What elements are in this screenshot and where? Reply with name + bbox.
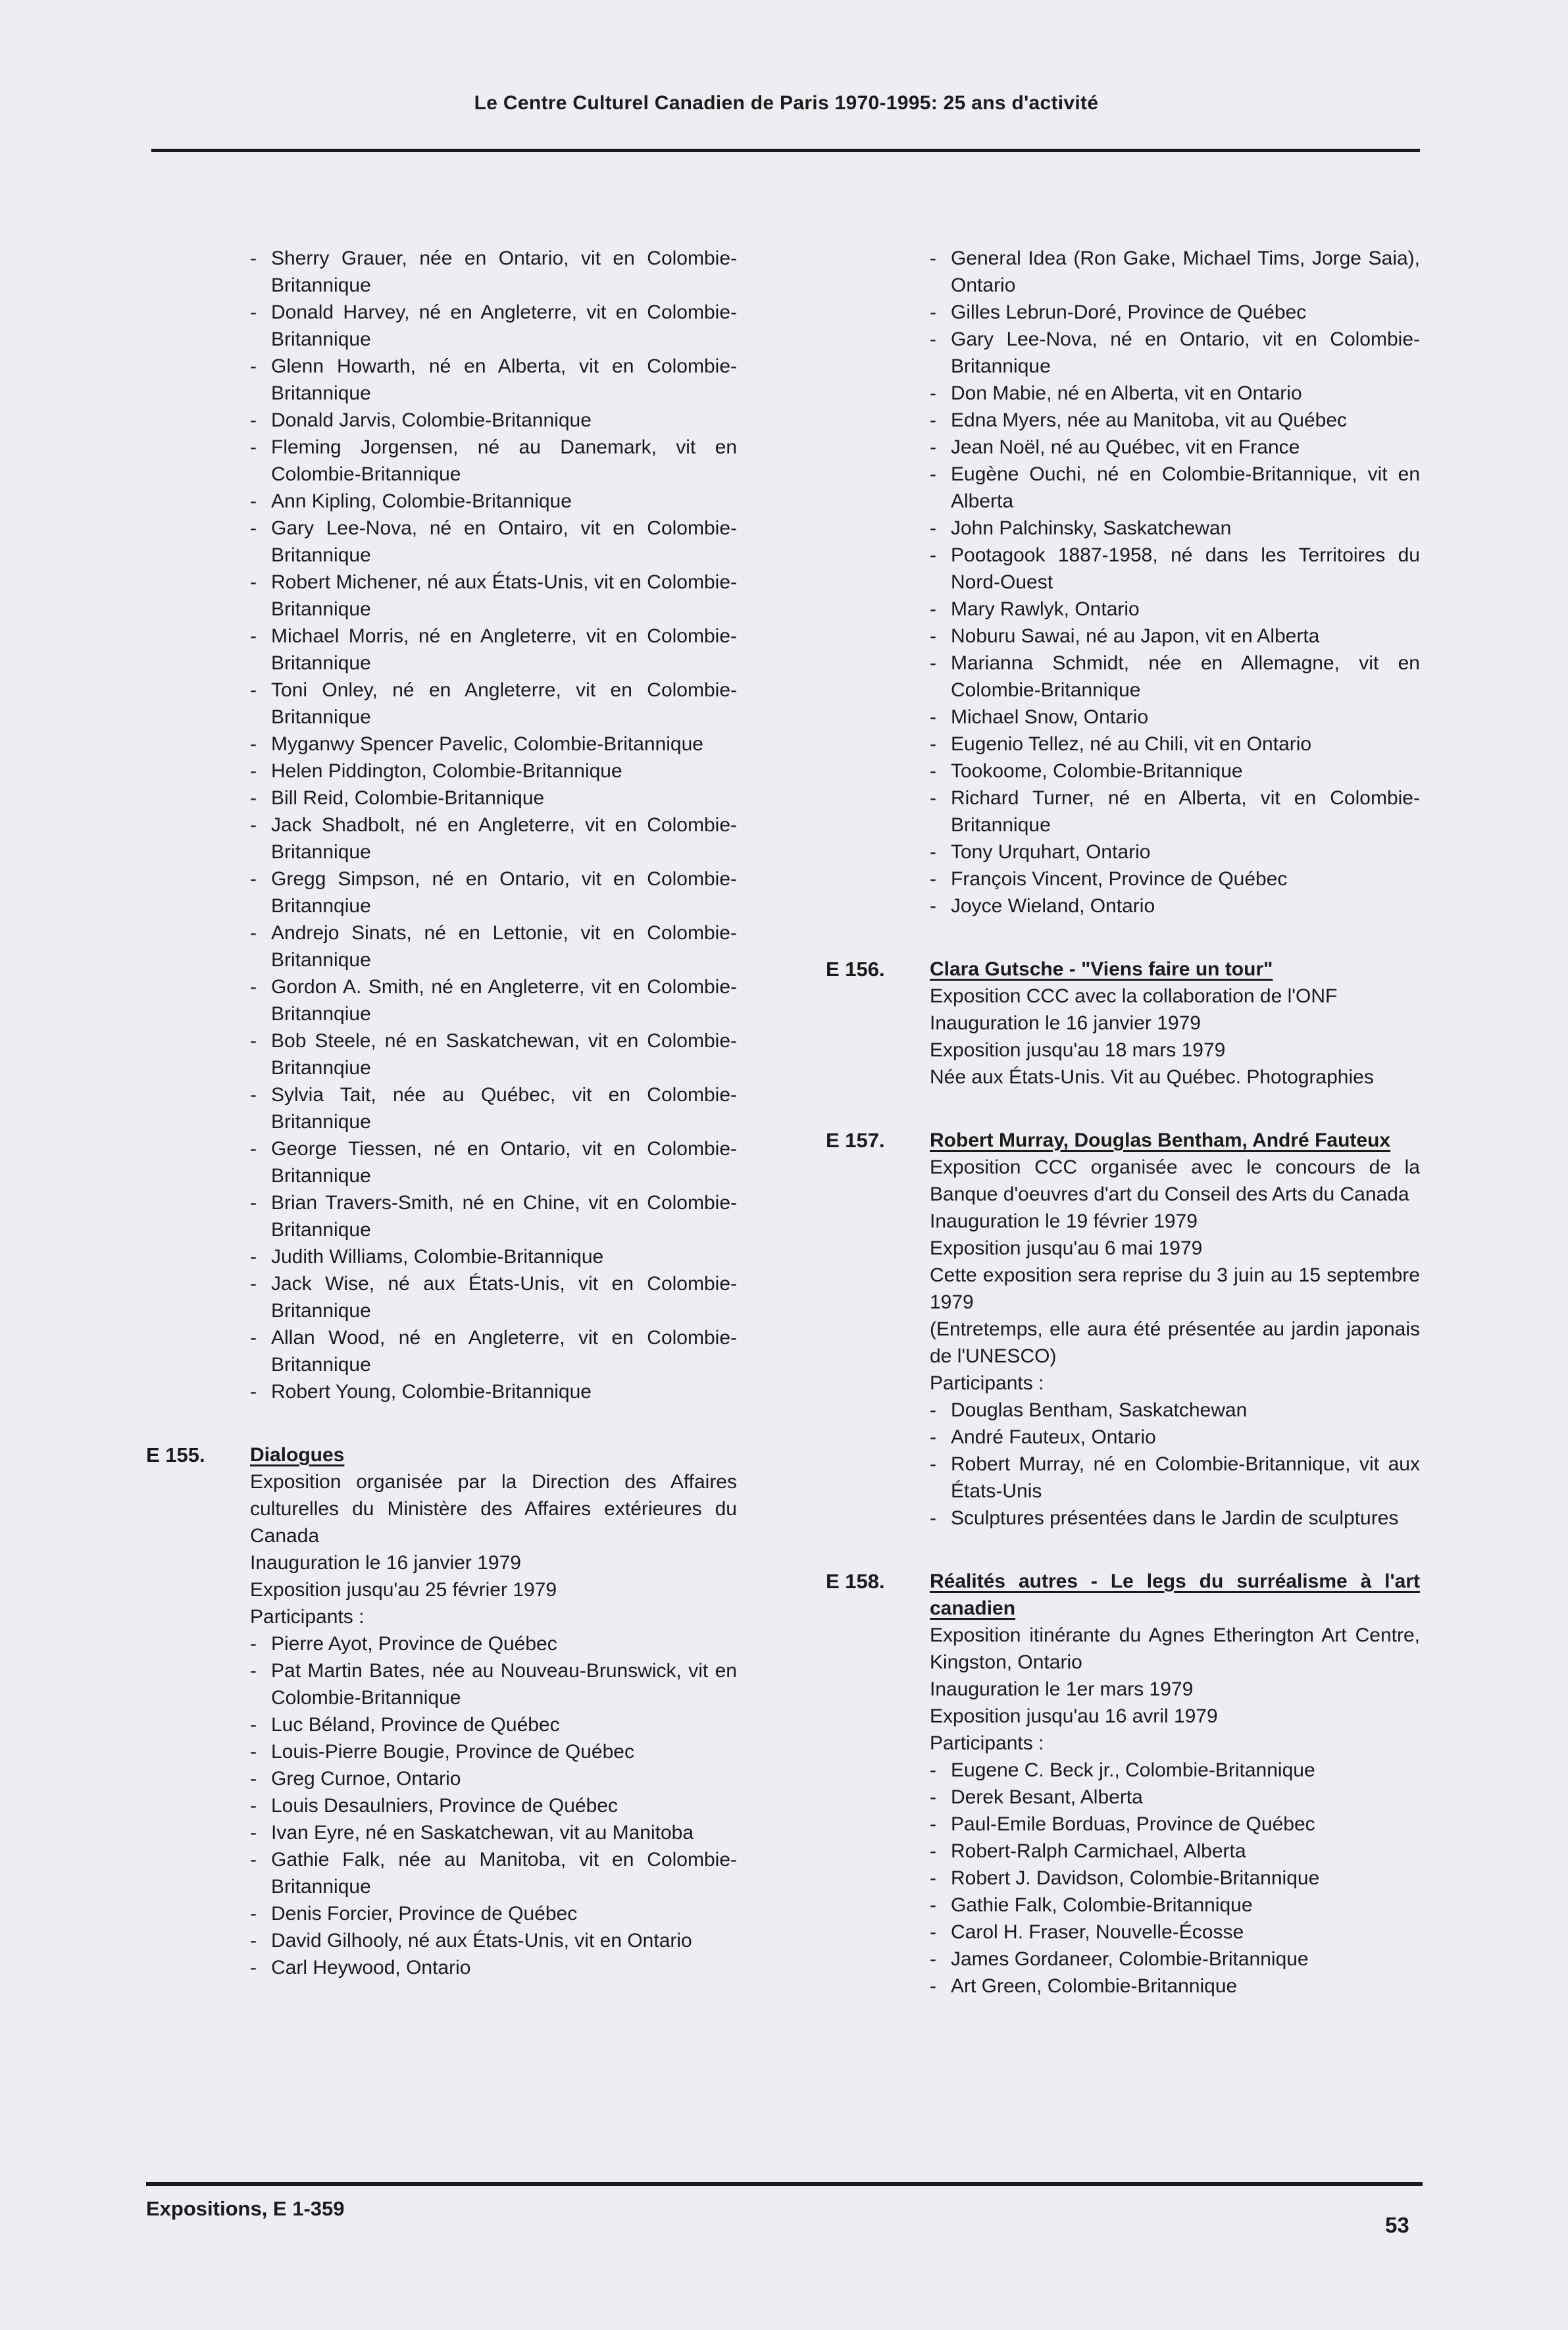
entry-note: Née aux États-Unis. Vit au Québec. Photographies [930,1066,1374,1088]
entry-inauguration: Inauguration le 16 janvier 1979 [250,1552,521,1574]
list-item-text: Gathie Falk, née au Manitoba, vit en Colombie-Britannique [271,1849,737,1898]
list-bullet: - [930,760,936,782]
list-item [250,407,737,434]
list-item [930,1973,1420,2000]
list-bullet: - [250,1030,257,1052]
list-item [930,704,1420,731]
list-item-text: Douglas Bentham, Saskatchewan [951,1399,1248,1421]
list-item-text: David Gilhooly, né aux États-Unis, vit en Ontario [271,1930,692,1952]
list-item [250,1846,737,1900]
list-item-text: Edna Myers, née au Manitoba, vit au Québec [951,409,1348,431]
entry-description: Exposition CCC avec la collaboration de l'ONF [930,985,1338,1007]
list-item-text: Tookoome, Colombie-Britannique [951,760,1243,782]
list-bullet: - [250,814,257,836]
list-bullet: - [930,706,936,728]
list-item [250,758,737,785]
list-bullet: - [250,1903,257,1925]
list-item [250,515,737,569]
list-item [250,1657,737,1711]
list-item [250,1900,737,1927]
list-item-text: George Tiessen, né en Ontario, vit en Colombie-Britannique [271,1138,737,1187]
list-item [250,1819,737,1846]
list-item [930,839,1420,866]
list-item-text: Greg Curnoe, Ontario [271,1768,461,1790]
list-bullet: - [930,301,936,323]
list-bullet: - [930,625,936,647]
list-item-text: Gordon A. Smith, né en Angleterre, vit en Colombie-Britannqiue [271,976,737,1025]
list-bullet: - [930,517,936,539]
list-item [930,1811,1420,1838]
list-item [250,245,737,299]
list-bullet: - [930,436,936,458]
list-item [930,1397,1420,1424]
list-item-text: Gary Lee-Nova, né en Ontairo, vit en Colombie-Britannique [271,517,737,566]
list-bullet: - [250,787,257,809]
list-item [250,919,737,973]
list-item-text: Sculptures présentées dans le Jardin de sculptures [951,1507,1399,1529]
entry-title: Réalités autres - Le legs du surréalisme à l'art canadien [930,1570,1420,1619]
entry-number: E 156. [826,958,885,981]
list-item [930,596,1420,623]
list-bullet: - [930,1840,936,1862]
list-item-text: Bob Steele, né en Saskatchewan, vit en Colombie-Britannqiue [271,1030,737,1079]
list-bullet: - [250,490,257,512]
list-item [250,731,737,758]
list-item [250,785,737,812]
list-bullet: - [930,1975,936,1997]
list-item-text: Gilles Lebrun-Doré, Province de Québec [951,301,1307,323]
list-item-text: Allan Wood, né en Angleterre, vit en Colombie-Britannique [271,1327,737,1376]
entry-title: Dialogues [250,1444,345,1466]
entry-number: E 158. [826,1570,885,1593]
list-item-text: Luc Béland, Province de Québec [271,1714,560,1736]
list-bullet: - [250,1192,257,1214]
list-item-text: Joyce Wieland, Ontario [951,895,1155,917]
list-item [250,1765,737,1792]
list-item [250,866,737,919]
list-bullet: - [250,1273,257,1295]
list-item [250,569,737,623]
list-item-text: Mary Rawlyk, Ontario [951,598,1140,620]
list-item [250,973,737,1027]
list-bullet: - [250,868,257,890]
entry-e156 [826,956,1420,1091]
list-item-text: Richard Turner, né en Alberta, vit en Colombie-Britannique [951,787,1420,836]
entry-number: E 157. [826,1129,885,1152]
list-item [930,623,1420,650]
list-item-text: Donald Harvey, né en Angleterre, vit en Colombie-Britannique [271,301,737,350]
list-bullet: - [930,1453,936,1475]
list-item-text: Brian Travers-Smith, né en Chine, vit en Colombie-Britannique [271,1192,737,1241]
list-bullet: - [250,301,257,323]
list-item [930,893,1420,919]
list-bullet: - [250,355,257,377]
list-item-text: Gathie Falk, Colombie-Britannique [951,1894,1253,1916]
list-item-text: Gregg Simpson, né en Ontario, vit en Colombie-Britannqiue [271,868,737,917]
entry-e155 [146,1441,737,1981]
list-bullet: - [250,1138,257,1160]
list-item [930,650,1420,704]
list-bullet: - [250,1084,257,1106]
list-item [250,1027,737,1081]
entry-inauguration: Inauguration le 16 janvier 1979 [930,1012,1201,1034]
list-item [250,1243,737,1270]
list-bullet: - [250,1849,257,1871]
list-item [930,299,1420,326]
list-bullet: - [930,328,936,350]
list-item-text: Pierre Ayot, Province de Québec [271,1633,557,1655]
list-item-text: Noburu Sawai, né au Japon, vit en Alberta [951,625,1320,647]
list-bullet: - [930,1399,936,1421]
list-item-text: Myganwy Spencer Pavelic, Colombie-Britannique [271,733,703,755]
list-item-text: Judith Williams, Colombie-Britannique [271,1246,604,1268]
list-item [250,1792,737,1819]
list-item [930,1451,1420,1505]
list-item [250,1954,737,1981]
list-item [930,1784,1420,1811]
list-item-text: Carol H. Fraser, Nouvelle-Écosse [951,1921,1244,1943]
left-column [146,245,737,1981]
list-bullet: - [930,382,936,404]
list-bullet: - [250,1714,257,1736]
list-item-text: Robert J. Davidson, Colombie-Britannique [951,1867,1320,1889]
list-item [250,1081,737,1135]
list-item [930,380,1420,407]
list-item [250,1378,737,1405]
page-number: 53 [1385,2213,1409,2237]
list-item [930,785,1420,839]
list-item [250,434,737,488]
list-bullet: - [930,868,936,890]
list-item-text: Glenn Howarth, né en Alberta, vit en Colombie-Britannique [271,355,737,404]
entry-inauguration: Inauguration le 1er mars 1979 [930,1678,1194,1700]
list-item [930,326,1420,380]
list-bullet: - [250,976,257,998]
list-bullet: - [930,544,936,566]
list-item-text: Sylvia Tait, née au Québec, vit en Colombie-Britannique [271,1084,737,1133]
list-bullet: - [250,1930,257,1952]
list-bullet: - [930,1894,936,1916]
list-bullet: - [250,733,257,755]
list-bullet: - [250,436,257,458]
list-bullet: - [250,1633,257,1655]
list-bullet: - [250,679,257,701]
entry-description: Exposition organisée par la Direction des Affaires culturelles du Ministère des Affaires extérieures du Canada [250,1471,737,1547]
list-item-text: Eugène Ouchi, né en Colombie-Britannique, vit en Alberta [951,463,1420,512]
list-item-text: Pat Martin Bates, née au Nouveau-Brunswick, vit en Colombie-Britannique [271,1660,737,1709]
list-bullet: - [250,760,257,782]
list-item-text: André Fauteux, Ontario [951,1426,1156,1448]
list-item-text: Sherry Grauer, née en Ontario, vit en Colombie-Britannique [271,247,737,296]
list-item-text: Robert Young, Colombie-Britannique [271,1381,592,1403]
list-item [930,1757,1420,1784]
list-item [930,1946,1420,1973]
list-bullet: - [250,247,257,269]
list-item [250,488,737,515]
participants-label: Participants : [250,1606,365,1628]
list-bullet: - [930,841,936,863]
list-bullet: - [930,895,936,917]
list-bullet: - [250,517,257,539]
list-item [930,866,1420,893]
entry-exposition: Exposition jusqu'au 16 avril 1979 [930,1705,1218,1727]
list-bullet: - [930,1921,936,1943]
list-item-text: Michael Morris, né en Angleterre, vit en Colombie-Britannique [271,625,737,674]
entry-title: Robert Murray, Douglas Bentham, André Fauteux [930,1129,1391,1151]
list-bullet: - [250,409,257,431]
list-bullet: - [250,1795,257,1817]
list-bullet: - [250,1822,257,1844]
list-item-text: Paul-Emile Borduas, Province de Québec [951,1813,1315,1835]
list-bullet: - [930,1948,936,1970]
list-item-text: Andrejo Sinats, né en Lettonie, vit en Colombie-Britannique [271,922,737,971]
list-item-text: Helen Piddington, Colombie-Britannique [271,760,622,782]
left-artist-list [250,245,737,1405]
list-item-text: Donald Jarvis, Colombie-Britannique [271,409,592,431]
list-bullet: - [250,1957,257,1979]
list-item-text: Jack Wise, né aux États-Unis, vit en Colombie-Britannique [271,1273,737,1322]
entry-reprise: Cette exposition sera reprise du 3 juin au 15 septembre 1979 [930,1264,1420,1313]
list-item-text: Ivan Eyre, né en Saskatchewan, vit au Manitoba [271,1822,694,1844]
entry-number: E 155. [146,1443,205,1466]
right-artist-list [930,245,1420,919]
list-bullet: - [250,922,257,944]
list-item [930,434,1420,461]
list-bullet: - [930,1867,936,1889]
list-item [930,758,1420,785]
list-item [930,1505,1420,1532]
list-item-text: Jean Noël, né au Québec, vit en France [951,436,1300,458]
list-item-text: Eugene C. Beck jr., Colombie-Britannique [951,1759,1315,1781]
entry-title: Clara Gutsche - "Viens faire un tour" [930,958,1273,980]
entry-e158 [826,1568,1420,2000]
list-item [250,1630,737,1657]
list-bullet: - [930,247,936,269]
list-bullet: - [930,409,936,431]
list-item-text: Denis Forcier, Province de Québec [271,1903,578,1925]
list-item-text: Louis Desaulniers, Province de Québec [271,1795,618,1817]
list-item-text: Toni Onley, né en Angleterre, vit en Colombie-Britannique [271,679,737,728]
entry-description: Exposition itinérante du Agnes Etherington Art Centre, Kingston, Ontario [930,1624,1420,1673]
list-bullet: - [250,1327,257,1349]
list-item-text: Ann Kipling, Colombie-Britannique [271,490,572,512]
list-item [250,1270,737,1324]
list-item-text: Art Green, Colombie-Britannique [951,1975,1238,1997]
entry-note: (Entretemps, elle aura été présentée au jardin japonais de l'UNESCO) [930,1318,1420,1367]
header-rule [151,149,1420,152]
list-item [250,812,737,866]
list-bullet: - [930,1507,936,1529]
list-item-text: Robert Murray, né en Colombie-Britannique, vit aux États-Unis [951,1453,1420,1502]
list-item-text: Jack Shadbolt, né en Angleterre, vit en Colombie-Britannique [271,814,737,863]
list-item [250,1927,737,1954]
list-item [930,1892,1420,1919]
list-item-text: John Palchinsky, Saskatchewan [951,517,1232,539]
list-bullet: - [250,1741,257,1763]
list-item [930,1838,1420,1865]
list-bullet: - [930,1759,936,1781]
list-item [250,677,737,731]
list-bullet: - [250,1381,257,1403]
list-item-text: Derek Besant, Alberta [951,1786,1143,1808]
list-item-text: Don Mabie, né en Alberta, vit en Ontario [951,382,1302,404]
list-item-text: Michael Snow, Ontario [951,706,1149,728]
list-item-text: Tony Urquhart, Ontario [951,841,1151,863]
footer-rule [146,2182,1423,2186]
list-bullet: - [930,733,936,755]
entry-exposition: Exposition jusqu'au 6 mai 1979 [930,1237,1203,1259]
list-item-text: Bill Reid, Colombie-Britannique [271,787,545,809]
list-item [930,1865,1420,1892]
list-item [250,1738,737,1765]
list-item [930,542,1420,596]
list-item [930,461,1420,515]
participants-label: Participants : [930,1732,1044,1754]
list-item [250,1711,737,1738]
list-bullet: - [930,1813,936,1835]
participants-list [930,1397,1420,1532]
list-item [250,623,737,677]
list-item-text: Robert-Ralph Carmichael, Alberta [951,1840,1246,1862]
list-item-text: General Idea (Ron Gake, Michael Tims, Jorge Saia), Ontario [951,247,1420,296]
list-bullet: - [250,1768,257,1790]
list-item-text: François Vincent, Province de Québec [951,868,1288,890]
list-item-text: Pootagook 1887-1958, né dans les Territoires du Nord-Ouest [951,544,1420,593]
list-item [250,1189,737,1243]
footer-section-label: Expositions, E 1-359 [146,2197,345,2220]
entry-inauguration: Inauguration le 19 février 1979 [930,1210,1198,1232]
list-item [930,1424,1420,1451]
right-column [826,245,1420,2000]
list-bullet: - [250,1660,257,1682]
list-item [250,1135,737,1189]
list-item [250,1324,737,1378]
page-header-title: Le Centre Culturel Canadien de Paris 1970-1995: 25 ans d'activité [474,92,1099,114]
list-item-text: James Gordaneer, Colombie-Britannique [951,1948,1309,1970]
list-bullet: - [930,652,936,674]
list-bullet: - [930,598,936,620]
entry-e157 [826,1127,1420,1532]
list-item-text: Fleming Jorgensen, né au Danemark, vit en Colombie-Britannique [271,436,737,485]
list-item [930,515,1420,542]
list-item [930,731,1420,758]
list-item-text: Carl Heywood, Ontario [271,1957,471,1979]
list-item [250,299,737,353]
list-bullet: - [930,1426,936,1448]
list-bullet: - [930,463,936,485]
list-item [930,245,1420,299]
participants-list [930,1757,1420,2000]
entry-exposition: Exposition jusqu'au 25 février 1979 [250,1579,557,1601]
list-bullet: - [250,571,257,593]
list-item-text: Marianna Schmidt, née en Allemagne, vit en Colombie-Britannique [951,652,1420,701]
list-item [930,407,1420,434]
list-item-text: Eugenio Tellez, né au Chili, vit en Ontario [951,733,1312,755]
participants-label: Participants : [930,1372,1044,1394]
list-bullet: - [930,787,936,809]
list-bullet: - [930,1786,936,1808]
participants-list [250,1630,737,1981]
entry-exposition: Exposition jusqu'au 18 mars 1979 [930,1039,1226,1061]
list-item-text: Robert Michener, né aux États-Unis, vit en Colombie-Britannique [271,571,737,620]
list-item [930,1919,1420,1946]
list-bullet: - [250,1246,257,1268]
list-item [250,353,737,407]
list-item-text: Gary Lee-Nova, né en Ontario, vit en Colombie-Britannique [951,328,1420,377]
entry-description: Exposition CCC organisée avec le concours de la Banque d'oeuvres d'art du Conseil des Arts du Canada [930,1156,1420,1205]
list-bullet: - [250,625,257,647]
list-item-text: Louis-Pierre Bougie, Province de Québec [271,1741,634,1763]
